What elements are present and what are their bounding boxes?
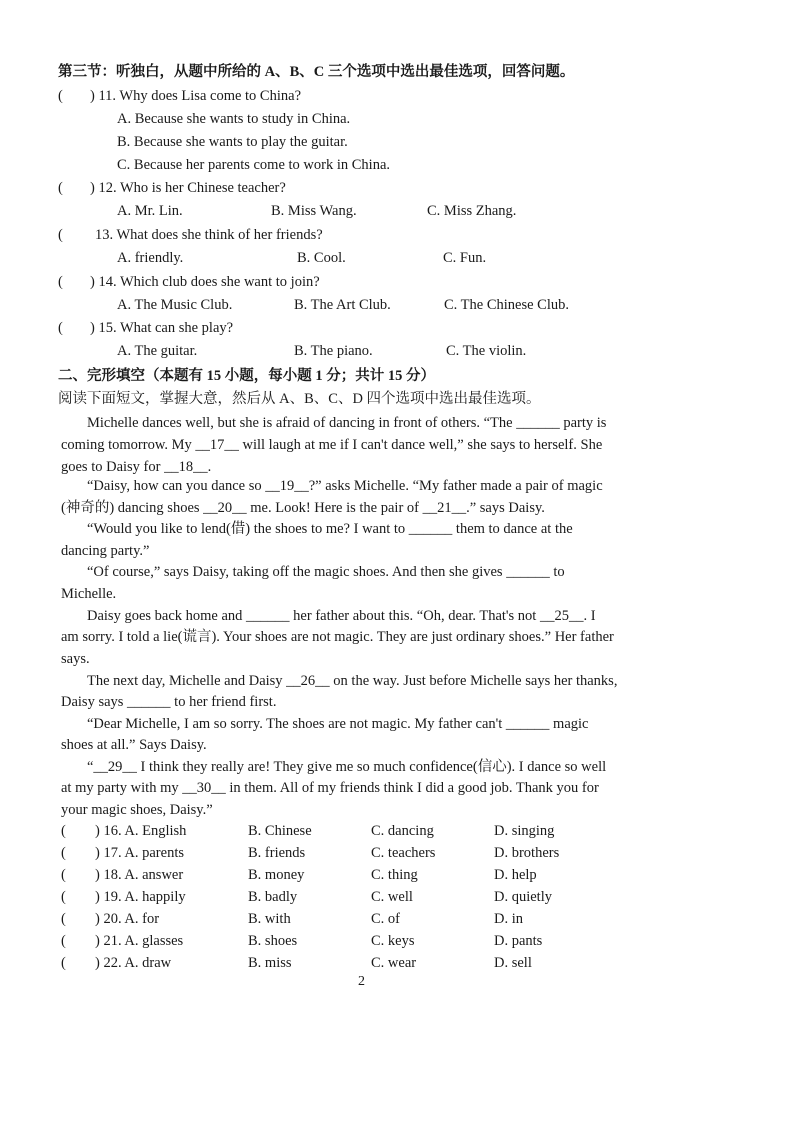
answer-paren: (: [61, 955, 66, 971]
option-c: C. Miss Zhang.: [427, 203, 517, 219]
passage-line: The next day, Michelle and Daisy __26__ on the way. Just before Michelle says her thanks,: [87, 673, 618, 689]
cloze-option-a: ) 18. A. answer: [95, 867, 184, 883]
passage-line: says.: [61, 651, 90, 667]
cloze-option-a: ) 16. A. English: [95, 823, 187, 839]
passage-line: am sorry. I told a lie(谎言). Your shoes are not magic. They are just ordinary shoes.” Her father: [61, 629, 614, 645]
option-a: A. The Music Club.: [117, 297, 233, 313]
option-a: A. Mr. Lin.: [117, 203, 183, 219]
answer-paren: (: [58, 227, 63, 243]
option-b: B. Because she wants to play the guitar.: [117, 134, 348, 150]
cloze-option-b: B. shoes: [248, 933, 298, 949]
cloze-option-b: B. Chinese: [248, 823, 312, 839]
cloze-option-d: D. singing: [494, 823, 555, 839]
option-c: C. Fun.: [443, 250, 487, 266]
passage-line: Michelle.: [61, 586, 117, 602]
answer-paren: (: [58, 274, 63, 290]
section3-heading: 第三节：听独白，从题中所给的 A、B、C 三个选项中选出最佳选项，回答问题。: [58, 64, 575, 80]
passage-line: Daisy goes back home and ______ her father about this. “Oh, dear. That's not __25__. I: [87, 608, 596, 624]
passage-line: “Would you like to lend(借) the shoes to me? I want to ______ them to dance at the: [87, 521, 573, 537]
passage-line: goes to Daisy for __18__.: [61, 459, 212, 475]
option-c: C. The Chinese Club.: [444, 297, 569, 313]
answer-paren: (: [61, 889, 66, 905]
option-c: C. The violin.: [446, 343, 527, 359]
cloze-option-d: D. brothers: [494, 845, 560, 861]
cloze-option-a: ) 17. A. parents: [95, 845, 184, 861]
cloze-option-c: C. keys: [371, 933, 415, 949]
page-number: 2: [358, 974, 365, 989]
option-c: C. Because her parents come to work in China.: [117, 157, 391, 173]
answer-paren: (: [61, 867, 66, 883]
cloze-option-d: D. sell: [494, 955, 532, 971]
cloze-option-a: ) 20. A. for: [95, 911, 160, 927]
option-a: A. friendly.: [117, 250, 184, 266]
option-a: A. Because she wants to study in China.: [117, 111, 351, 127]
passage-line: “__29__ I think they really are! They give me so much confidence(信心). I dance so well: [87, 759, 607, 775]
question-stem: 13. What does she think of her friends?: [95, 227, 323, 243]
passage-line: at my party with my __30__ in them. All of my friends think I did a good job. Thank you for: [61, 780, 599, 796]
cloze-option-c: C. teachers: [371, 845, 436, 861]
option-b: B. The piano.: [294, 343, 373, 359]
passage-line: “Dear Michelle, I am so sorry. The shoes are not magic. My father can't ______ magic: [87, 716, 589, 732]
passage-line: dancing party.”: [61, 543, 150, 559]
passage-line: shoes at all.” Says Daisy.: [61, 737, 207, 753]
passage-line: “Of course,” says Daisy, taking off the magic shoes. And then she gives ______ to: [87, 564, 565, 580]
cloze-option-d: D. help: [494, 867, 537, 883]
answer-paren: (: [58, 180, 63, 196]
cloze-option-d: D. quietly: [494, 889, 552, 905]
cloze-option-c: C. of: [371, 911, 400, 927]
cloze-option-b: B. friends: [248, 845, 306, 861]
answer-paren: (: [58, 88, 63, 104]
cloze-option-c: C. well: [371, 889, 413, 905]
cloze-heading: 二、完形填空（本题有 15 小题，每小题 1 分；共计 15 分）: [58, 368, 435, 384]
answer-paren: (: [58, 320, 63, 336]
option-b: B. The Art Club.: [294, 297, 391, 313]
question-stem: ) 14. Which club does she want to join?: [90, 274, 320, 290]
cloze-option-b: B. with: [248, 911, 291, 927]
cloze-option-c: C. wear: [371, 955, 417, 971]
passage-line: Daisy says ______ to her friend first.: [61, 694, 277, 710]
passage-line: “Daisy, how can you dance so __19__?” asks Michelle. “My father made a pair of magic: [87, 478, 603, 494]
cloze-option-a: ) 22. A. draw: [95, 955, 172, 971]
cloze-option-c: C. dancing: [371, 823, 434, 839]
cloze-option-c: C. thing: [371, 867, 418, 883]
answer-paren: (: [61, 911, 66, 927]
question-stem: ) 11. Why does Lisa come to China?: [90, 88, 302, 104]
answer-paren: (: [61, 823, 66, 839]
passage-line: Michelle dances well, but she is afraid of dancing in front of others. “The ______ party is: [87, 415, 607, 431]
passage-line: (神奇的) dancing shoes __20__ me. Look! Here is the pair of __21__.” says Daisy.: [61, 500, 545, 516]
cloze-option-a: ) 21. A. glasses: [95, 933, 184, 949]
cloze-option-b: B. badly: [248, 889, 298, 905]
cloze-option-b: B. money: [248, 867, 305, 883]
question-stem: ) 12. Who is her Chinese teacher?: [90, 180, 286, 196]
cloze-instruction: 阅读下面短文，掌握大意，然后从 A、B、C、D 四个选项中选出最佳选项。: [58, 391, 541, 407]
option-a: A. The guitar.: [117, 343, 198, 359]
question-stem: ) 15. What can she play?: [90, 320, 234, 336]
option-b: B. Cool.: [297, 250, 346, 266]
option-b: B. Miss Wang.: [271, 203, 357, 219]
passage-line: coming tomorrow. My __17__ will laugh at me if I can't dance well,” she says to herself. She: [61, 437, 603, 453]
answer-paren: (: [61, 845, 66, 861]
cloze-option-d: D. pants: [494, 933, 543, 949]
cloze-option-b: B. miss: [248, 955, 292, 971]
passage-line: your magic shoes, Daisy.”: [61, 802, 213, 818]
answer-paren: (: [61, 933, 66, 949]
cloze-option-a: ) 19. A. happily: [95, 889, 186, 905]
cloze-option-d: D. in: [494, 911, 523, 927]
